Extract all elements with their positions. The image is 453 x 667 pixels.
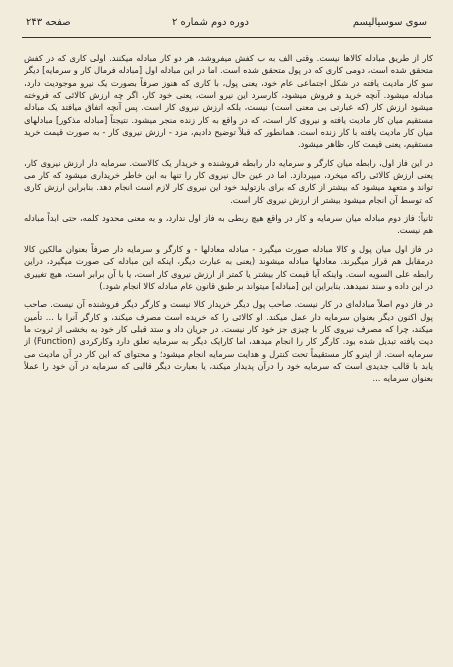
paragraph: ثانیاً: فاز دوم مبادله میان سرمایه و کار در واقع هیچ ربطی به فاز اول ندارد، و به معنی محدود کلمه، حتی ابداً مبادله هم نیست. <box>24 213 433 236</box>
paragraph: در فاز دوم اصلاً مبادله‌ای در کار نیست. صاحب پول دیگر خریدار کالا نیست و کارگر دیگر فروشنده آن نیست. صاحب پول اکنون دیگر بعنوان سرمایه دار عمل میکند. او کالائی را که خریده است مصرف میکند، و کارگر آنرا با ... تأمین میکند، چرا که مصرف نیروی کار با چیزی جز خود کار نیست. در جریان داد و ستد قبلی کار خود به بخشی از ثروت ما دیت یافته تبدیل شده بود. کارگر کار را انجام میدهد، اما کارایک دیگر به سرمایه تعلق دارد وکارکردی (Function) از سرمایه است. از اینرو کار مستقیماً تحت کنترل و هدایت سرمایه انجام میشود؛ و محتوای که این کار در آن مادیت می یابد با قالب جدیدی است که سرمایه خود را درآن پدیدار میکند، یا بعبارت دیگر قالبی که سرمایه در آن خود را عملاً بعنوان سرمایه ... <box>24 299 433 384</box>
paragraph: در فاز اول میان پول و کالا مبادله صورت میگیرد - مبادله معادلها - و کارگر و سرمایه دار صرفاً بعنوان مالکین کالا درمقابل هم قرار میگیرند. معادلها مبادله میشوند (یعنی به عبارت دیگر، اینکه این مبادله کی صورت میگیرد، دراین رابطه علی السویه است. واینکه آیا قیمت کار بیشتر یا کمتر از ارزش نیروی کار است، یا با آن برابر است، هیچ تغییری در این داده و سند نمیدهد. بنابراین این [مبادله] میتواند بر طبق قانون عام مبادله کالا انجام شود.) <box>24 243 433 291</box>
journal-title: سوی سوسیالیسم <box>352 17 427 28</box>
paragraph: کار از طریق مبادله کالاها نیست. وقتی الف به ب کفش میفروشد، هر دو کار مبادله میکنند. اولی کاری که در کفش متحقق شده است، دومی کاری که در پول متحقق شده است. اما در این مبادله اول [مبادله فرمال کار و سرمایه] دیگر سو کار مادیت یافته در شکل اجتماعی عام خود، یعنی پول، با کاری که هنوز صرفاً بصورت یک نیرو موجودیت دارد، مبادله میشود. آنچه خرید و فروش میشود، کارسرد این نیرو است، یعنی خود کار، اگر چه ارزش کالائی که فروخته میشود ارزش کار (که عبارتی بی معنی است) نیست، بلکه ارزش نیروی کار است. پس آنچه اتفاق میافتد یک مبادله مستقیم میان کار مادیت یافته و نیروی کار است، که در واقع به کار زنده منجر میشود. نتیجتاً [مبادله مذکور] مبادلهای میان کار مادیت یافته با کار زنده است. همانطور که قبلاً توضیح دادیم، مزد - ارزش نیروی کار - به صورت قیمت خرید مستقیم، یعنی قیمت کار، ظاهر میشود. <box>24 53 433 150</box>
issue-info: دوره دوم شماره ۲ <box>172 17 250 28</box>
article-body <box>24 52 433 657</box>
paragraph: در این فاز اول، رابطه میان کارگر و سرمایه دار رابطه فروشنده و خریدار یک کالاست. سرمایه دار ارزش نیروی کار، یعنی ارزش کالائی راکه میخرد، میپردازد. اما در عین حال نیروی کار را تنها به این خاطر خریداری میشود که کار می تواند و متعهد میشود که بیشتر از کاری که برای بازتولید خود این نیروی کار لازم است انجام دهد. بنابراین ارزش کاری که توسط آن انجام میشود بیشتر از ارزش نیروی کار است. <box>24 157 433 205</box>
running-header <box>22 12 431 34</box>
page-number: صفحه ۲۴۳ <box>26 17 71 28</box>
header-rule <box>22 37 431 38</box>
